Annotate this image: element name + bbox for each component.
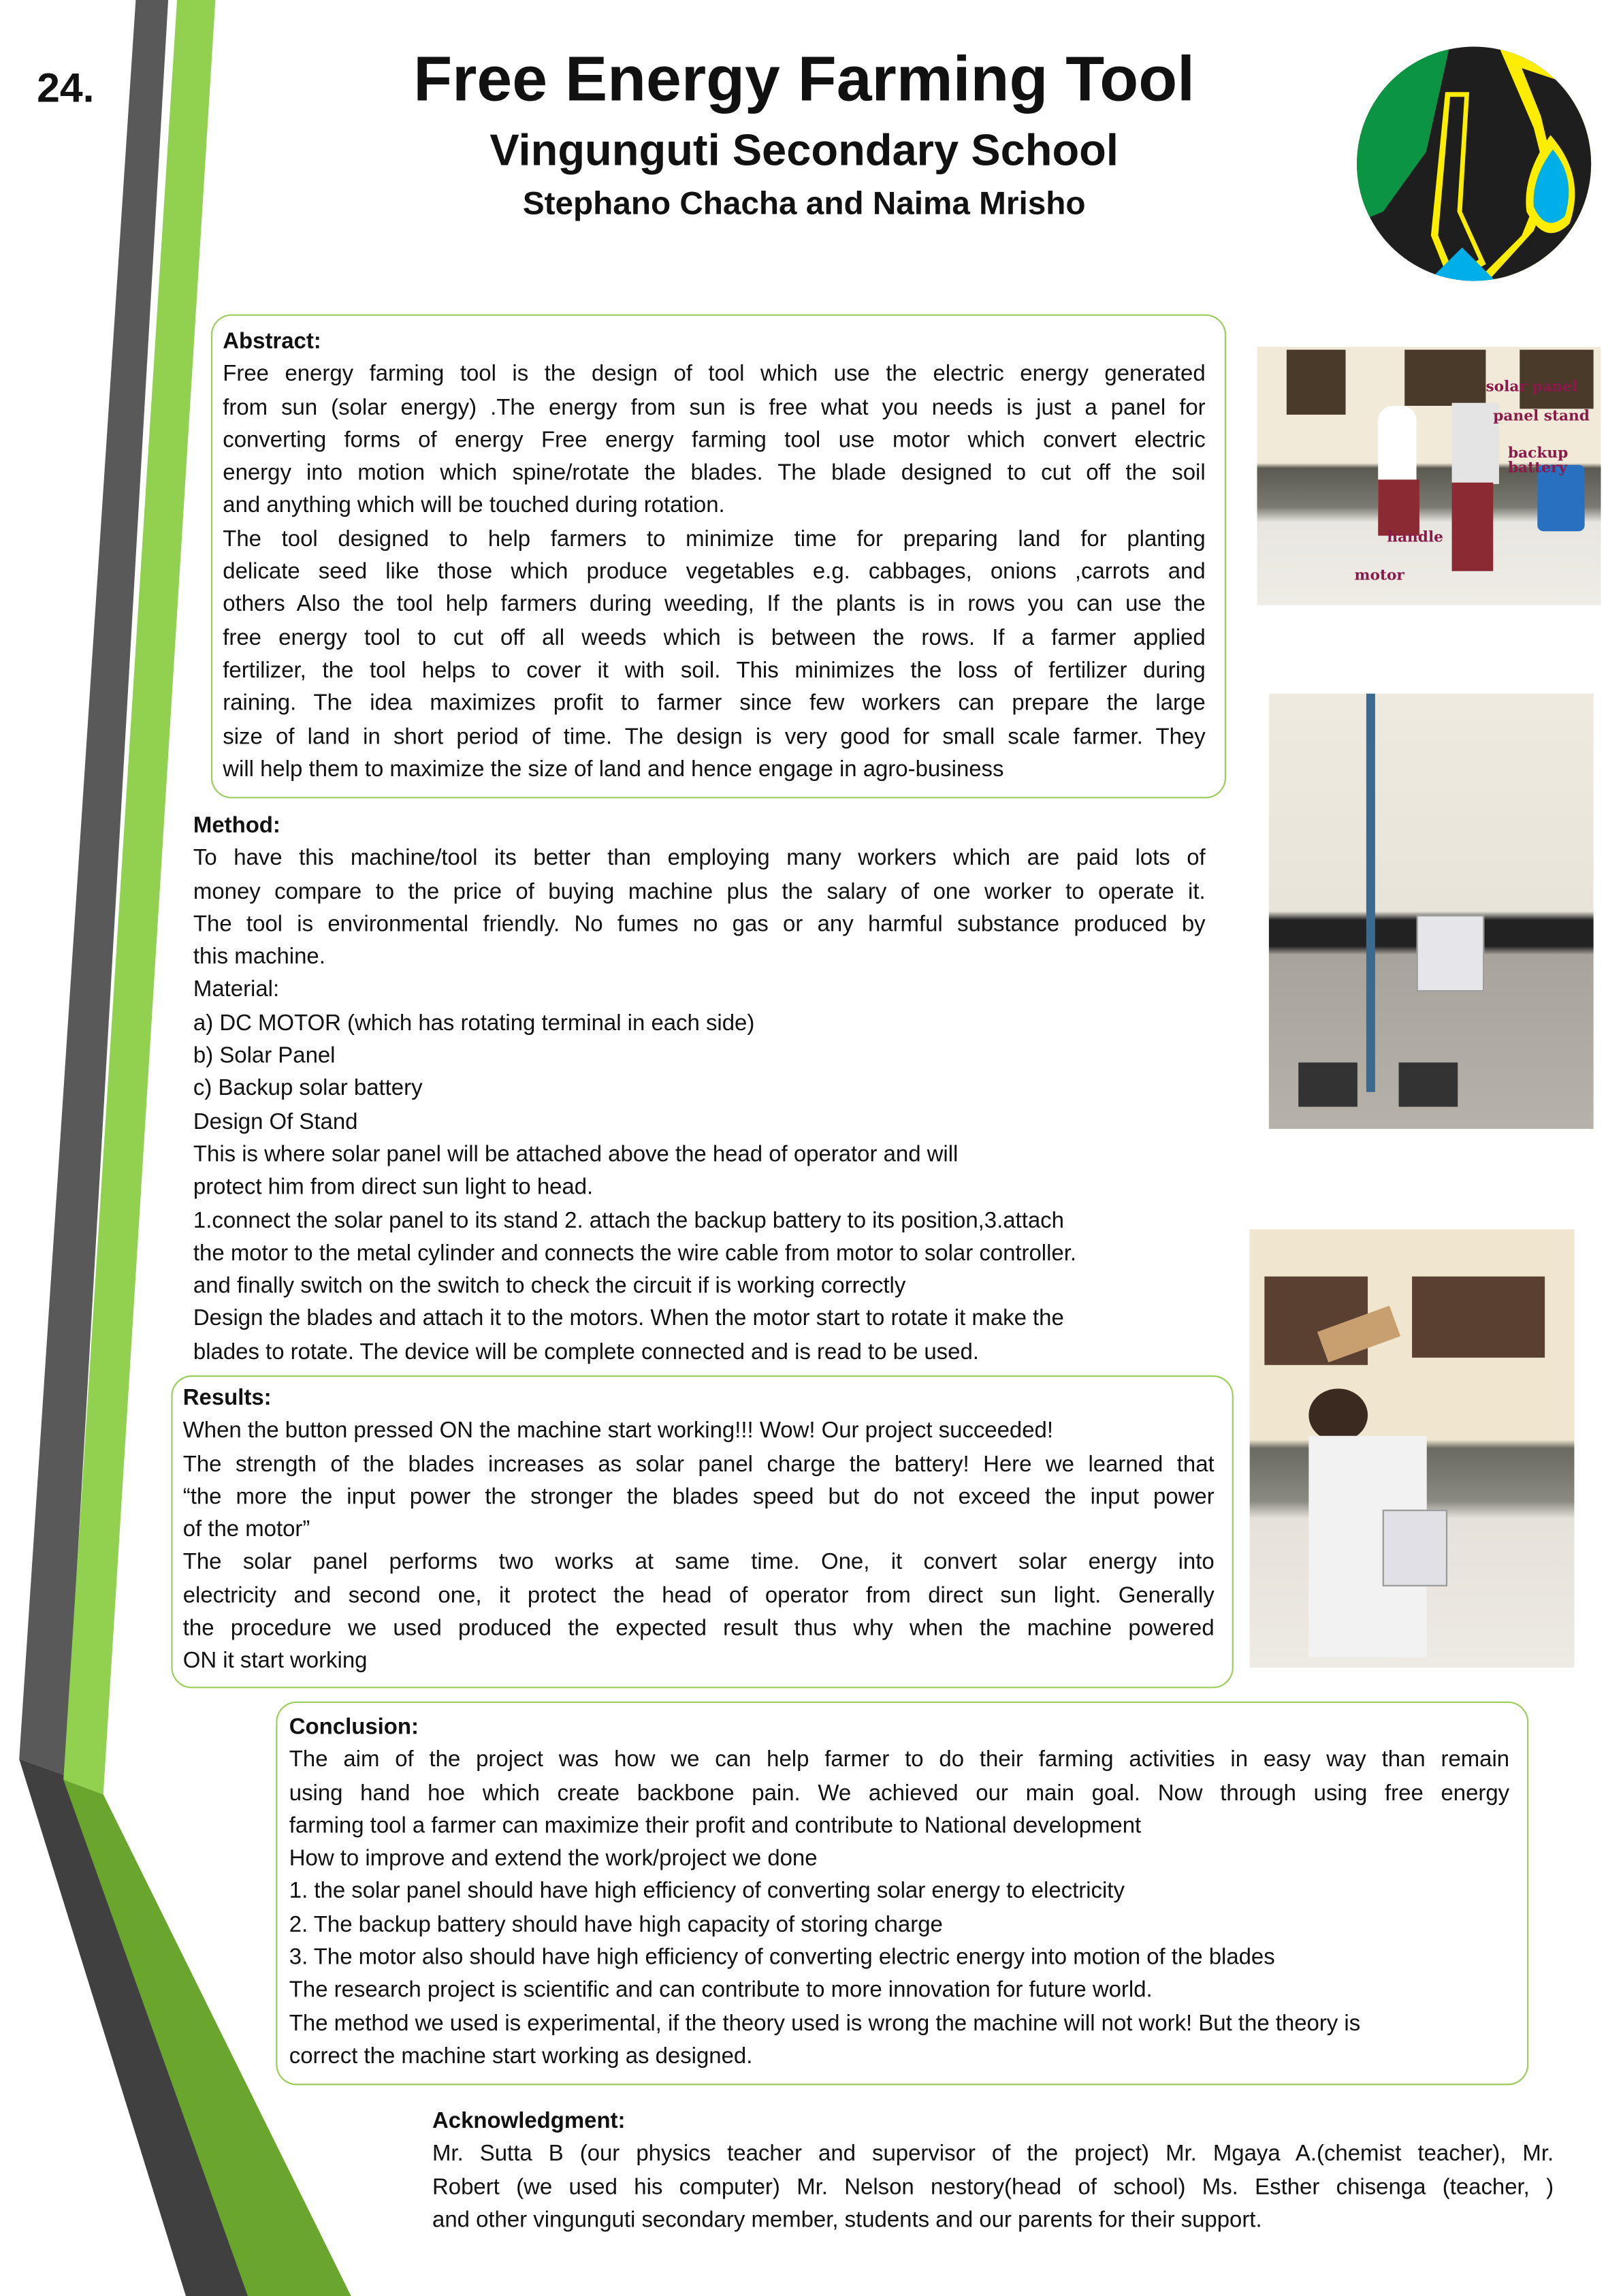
abstract-section xyxy=(223,326,1205,787)
conclusion-text-line: farming tool a farmer can maximize their profit and contribute to National development xyxy=(289,1813,1142,1839)
abstract-text-line: will help them to maximize the size of land and hence engage in agro-business xyxy=(223,756,1004,782)
acknowledgment-text-line: and other vingunguti secondary member, students and our parents for their support. xyxy=(432,2207,1262,2233)
page-title: Free Energy Farming Tool xyxy=(413,44,1195,116)
abstract-text-line: The tool designed to help farmers to minimize time for preparing land for planting xyxy=(223,526,1206,552)
results-text-line: The strength of the blades increases as solar panel charge the battery! Here we learned that xyxy=(182,1451,1215,1477)
photo-label-panel-stand: panel stand xyxy=(1493,409,1590,426)
acknowledgment-text-line: Robert (we used his computer) Mr. Nelson nestory(head of school) Ms. Esther chisenga (teacher, ) xyxy=(432,2174,1554,2200)
method-text-line: blades to rotate. The device will be complete connected and is read to be used. xyxy=(193,1339,979,1365)
method-text-line: 1.connect the solar panel to its stand 2. attach the backup battery to its position,3.attach xyxy=(193,1208,1064,1233)
conclusion-text-line: The method we used is experimental, if the theory used is wrong the machine will not work! But the theory is xyxy=(289,2011,1361,2037)
photo-label-backup-battery: backup battery xyxy=(1507,445,1569,477)
abstract-text-line: size of land in short period of time. The design is very good for small scale farmer. They xyxy=(223,724,1206,750)
conclusion-text-line: using hand hoe which create backbone pain. We achieved our main goal. Now through using free energy xyxy=(289,1781,1510,1806)
method-text-line: Design the blades and attach it to the motors. When the motor start to rotate it make the xyxy=(193,1307,1064,1332)
results-text-line: When the button pressed ON the machine start working!!! Wow! Our project succeeded! xyxy=(182,1418,1053,1444)
conclusion-text-line: 2. The backup battery should have high capacity of storing charge xyxy=(289,1912,943,1938)
acknowledgment-text-line: Mr. Sutta B (our physics teacher and supervisor of the project) Mr. Mgaya A.(chemist teacher), Mr. xyxy=(432,2141,1554,2167)
abstract-text-line: from sun (solar energy) .The energy from sun is free what you needs is just a panel for xyxy=(223,394,1206,420)
conclusion-text-line: The aim of the project was how we can help farmer to do their farming activities in easy way than remain xyxy=(289,1747,1510,1773)
conclusion-heading: Conclusion: xyxy=(289,1715,419,1740)
method-text-line: The tool is environmental friendly. No fumes no gas or any harmful substance produced by xyxy=(193,912,1206,937)
conclusion-text-line: 1. the solar panel should have high efficiency of converting solar energy to electricity xyxy=(289,1879,1125,1904)
poster-number: 24. xyxy=(37,65,95,111)
photo-label-motor: motor xyxy=(1354,568,1404,585)
method-text-line: To have this machine/tool its better than employing many workers which are paid lots of xyxy=(193,846,1206,872)
conclusion-text-line: How to improve and extend the work/project we done xyxy=(289,1846,818,1872)
abstract-text-line: delicate seed like those which produce vegetables e.g. cabbages, onions ,carrots and xyxy=(223,559,1206,585)
method-text-line: a) DC MOTOR (which has rotating terminal in each side) xyxy=(193,1010,755,1036)
school-logo xyxy=(1355,44,1594,283)
method-text-line: money compare to the price of buying machine plus the salary of one worker to operate it. xyxy=(193,878,1206,904)
conclusion-section xyxy=(289,1712,1509,2074)
method-text-line: protect him from direct sun light to head. xyxy=(193,1175,594,1200)
abstract-text-line: energy into motion which spine/rotate the blades. The blade designed to cut off the soil xyxy=(223,460,1206,486)
abstract-text-line: and anything which will be touched during rotation. xyxy=(223,493,725,519)
acknowledgment-section xyxy=(432,2106,1554,2237)
method-text-line: b) Solar Panel xyxy=(193,1043,336,1069)
school-name: Vingunguti Secondary School xyxy=(489,127,1119,176)
photo-label-handle: handle xyxy=(1387,530,1443,546)
abstract-text-line: free energy tool to cut off all weeds which is between the rows. If a farmer applied xyxy=(223,625,1206,651)
conclusion-text-line: 3. The motor also should have high efficiency of converting electric energy into motion of the blades xyxy=(289,1945,1275,1971)
results-section xyxy=(183,1383,1215,1679)
results-heading: Results: xyxy=(182,1386,272,1411)
method-text-line: c) Backup solar battery xyxy=(193,1076,423,1102)
results-text-line: “the more the input power the stronger the blades speed but do not exceed the input power xyxy=(182,1484,1215,1510)
results-text-line: The solar panel performs two works at same time. One, it convert solar energy into xyxy=(182,1550,1215,1576)
method-text-line: Material: xyxy=(193,977,280,1003)
abstract-text-line: Free energy farming tool is the design of tool which use the electric energy generated xyxy=(223,362,1206,387)
photo-operator-with-tool xyxy=(1257,347,1601,605)
abstract-text-line: raining. The idea maximizes profit to farmer since few workers can prepare the large xyxy=(223,690,1206,716)
method-text-line: and finally switch on the switch to check the circuit if is working correctly xyxy=(193,1273,906,1299)
results-text-line: ON it start working xyxy=(182,1648,368,1674)
abstract-text-line: converting forms of energy Free energy farming tool use motor which convert electric xyxy=(223,428,1206,453)
photo-operator-back-view xyxy=(1250,1229,1575,1668)
method-text-line: the motor to the metal cylinder and connects the wire cable from motor to solar controller. xyxy=(193,1241,1077,1266)
conclusion-text-line: The research project is scientific and can contribute to more innovation for future world. xyxy=(289,1977,1153,2003)
abstract-text-line: others Also the tool help farmers during weeding, If the plants is in rows you can use the xyxy=(223,592,1206,618)
authors: Stephano Chacha and Naima Mrisho xyxy=(522,184,1086,222)
conclusion-text-line: correct the machine start working as designed. xyxy=(289,2043,753,2069)
photo-label-solar-panel: solar panel xyxy=(1485,379,1578,396)
method-text-line: this machine. xyxy=(193,944,325,970)
method-heading: Method: xyxy=(193,813,280,839)
abstract-heading: Abstract: xyxy=(223,329,321,355)
acknowledgment-heading: Acknowledgment: xyxy=(432,2109,626,2134)
results-text-line: the procedure we used produced the expected result thus why when the machine powered xyxy=(182,1616,1215,1642)
photo-tool-standing xyxy=(1269,694,1594,1129)
method-text-line: This is where solar panel will be attached above the head of operator and will xyxy=(193,1142,959,1168)
abstract-text-line: fertilizer, the tool helps to cover it with soil. This minimizes the loss of fertilizer during xyxy=(223,658,1206,684)
method-section xyxy=(193,810,1206,1369)
results-text-line: electricity and second one, it protect the head of operator from direct sun light. Generally xyxy=(182,1583,1215,1608)
method-text-line: Design Of Stand xyxy=(193,1109,358,1134)
results-text-line: of the motor” xyxy=(182,1517,310,1543)
